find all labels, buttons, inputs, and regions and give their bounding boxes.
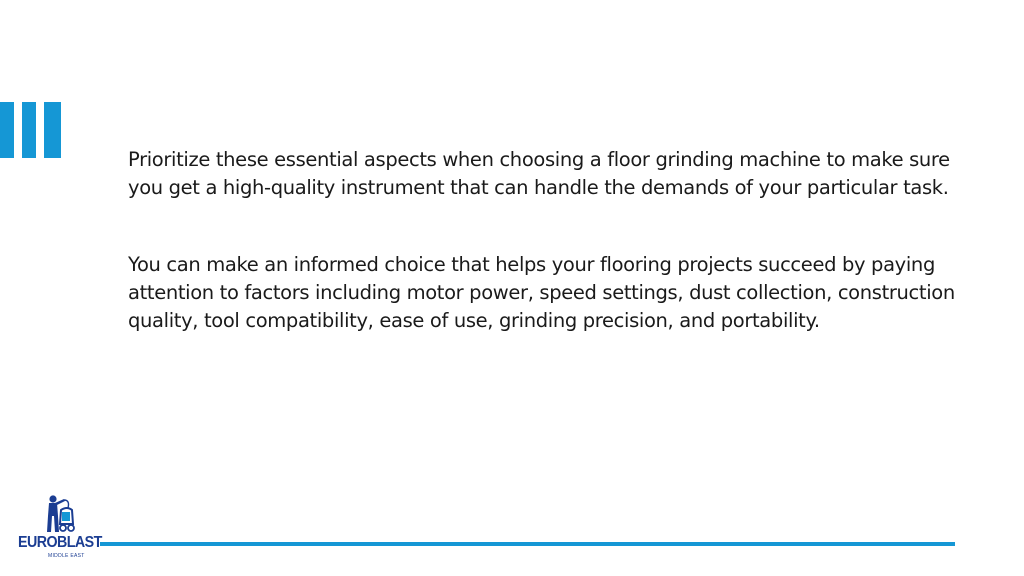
body-text [128, 146, 958, 335]
worker-with-blast-machine-icon [44, 494, 76, 538]
accent-bar [22, 102, 36, 158]
logo-wordmark: EUROBLAST [18, 534, 102, 551]
euroblast-logo [16, 494, 104, 564]
footer-divider [100, 542, 955, 546]
accent-bar [44, 102, 61, 158]
paragraph-1: Prioritize these essential aspects when choosing a floor grinding machine to make sure you get a high-quality instrument that can handle the demands of your particular task. [128, 148, 950, 199]
logo-subtitle: MIDDLE EAST [48, 553, 85, 559]
accent-bars-icon [0, 102, 62, 158]
paragraph-2: You can make an informed choice that helps your flooring projects succeed by paying attention to factors including motor power, speed settings, dust collection, construction quality, tool compatibility, ease of use, grinding precision, and portability. [128, 253, 955, 332]
accent-bar [0, 102, 14, 158]
